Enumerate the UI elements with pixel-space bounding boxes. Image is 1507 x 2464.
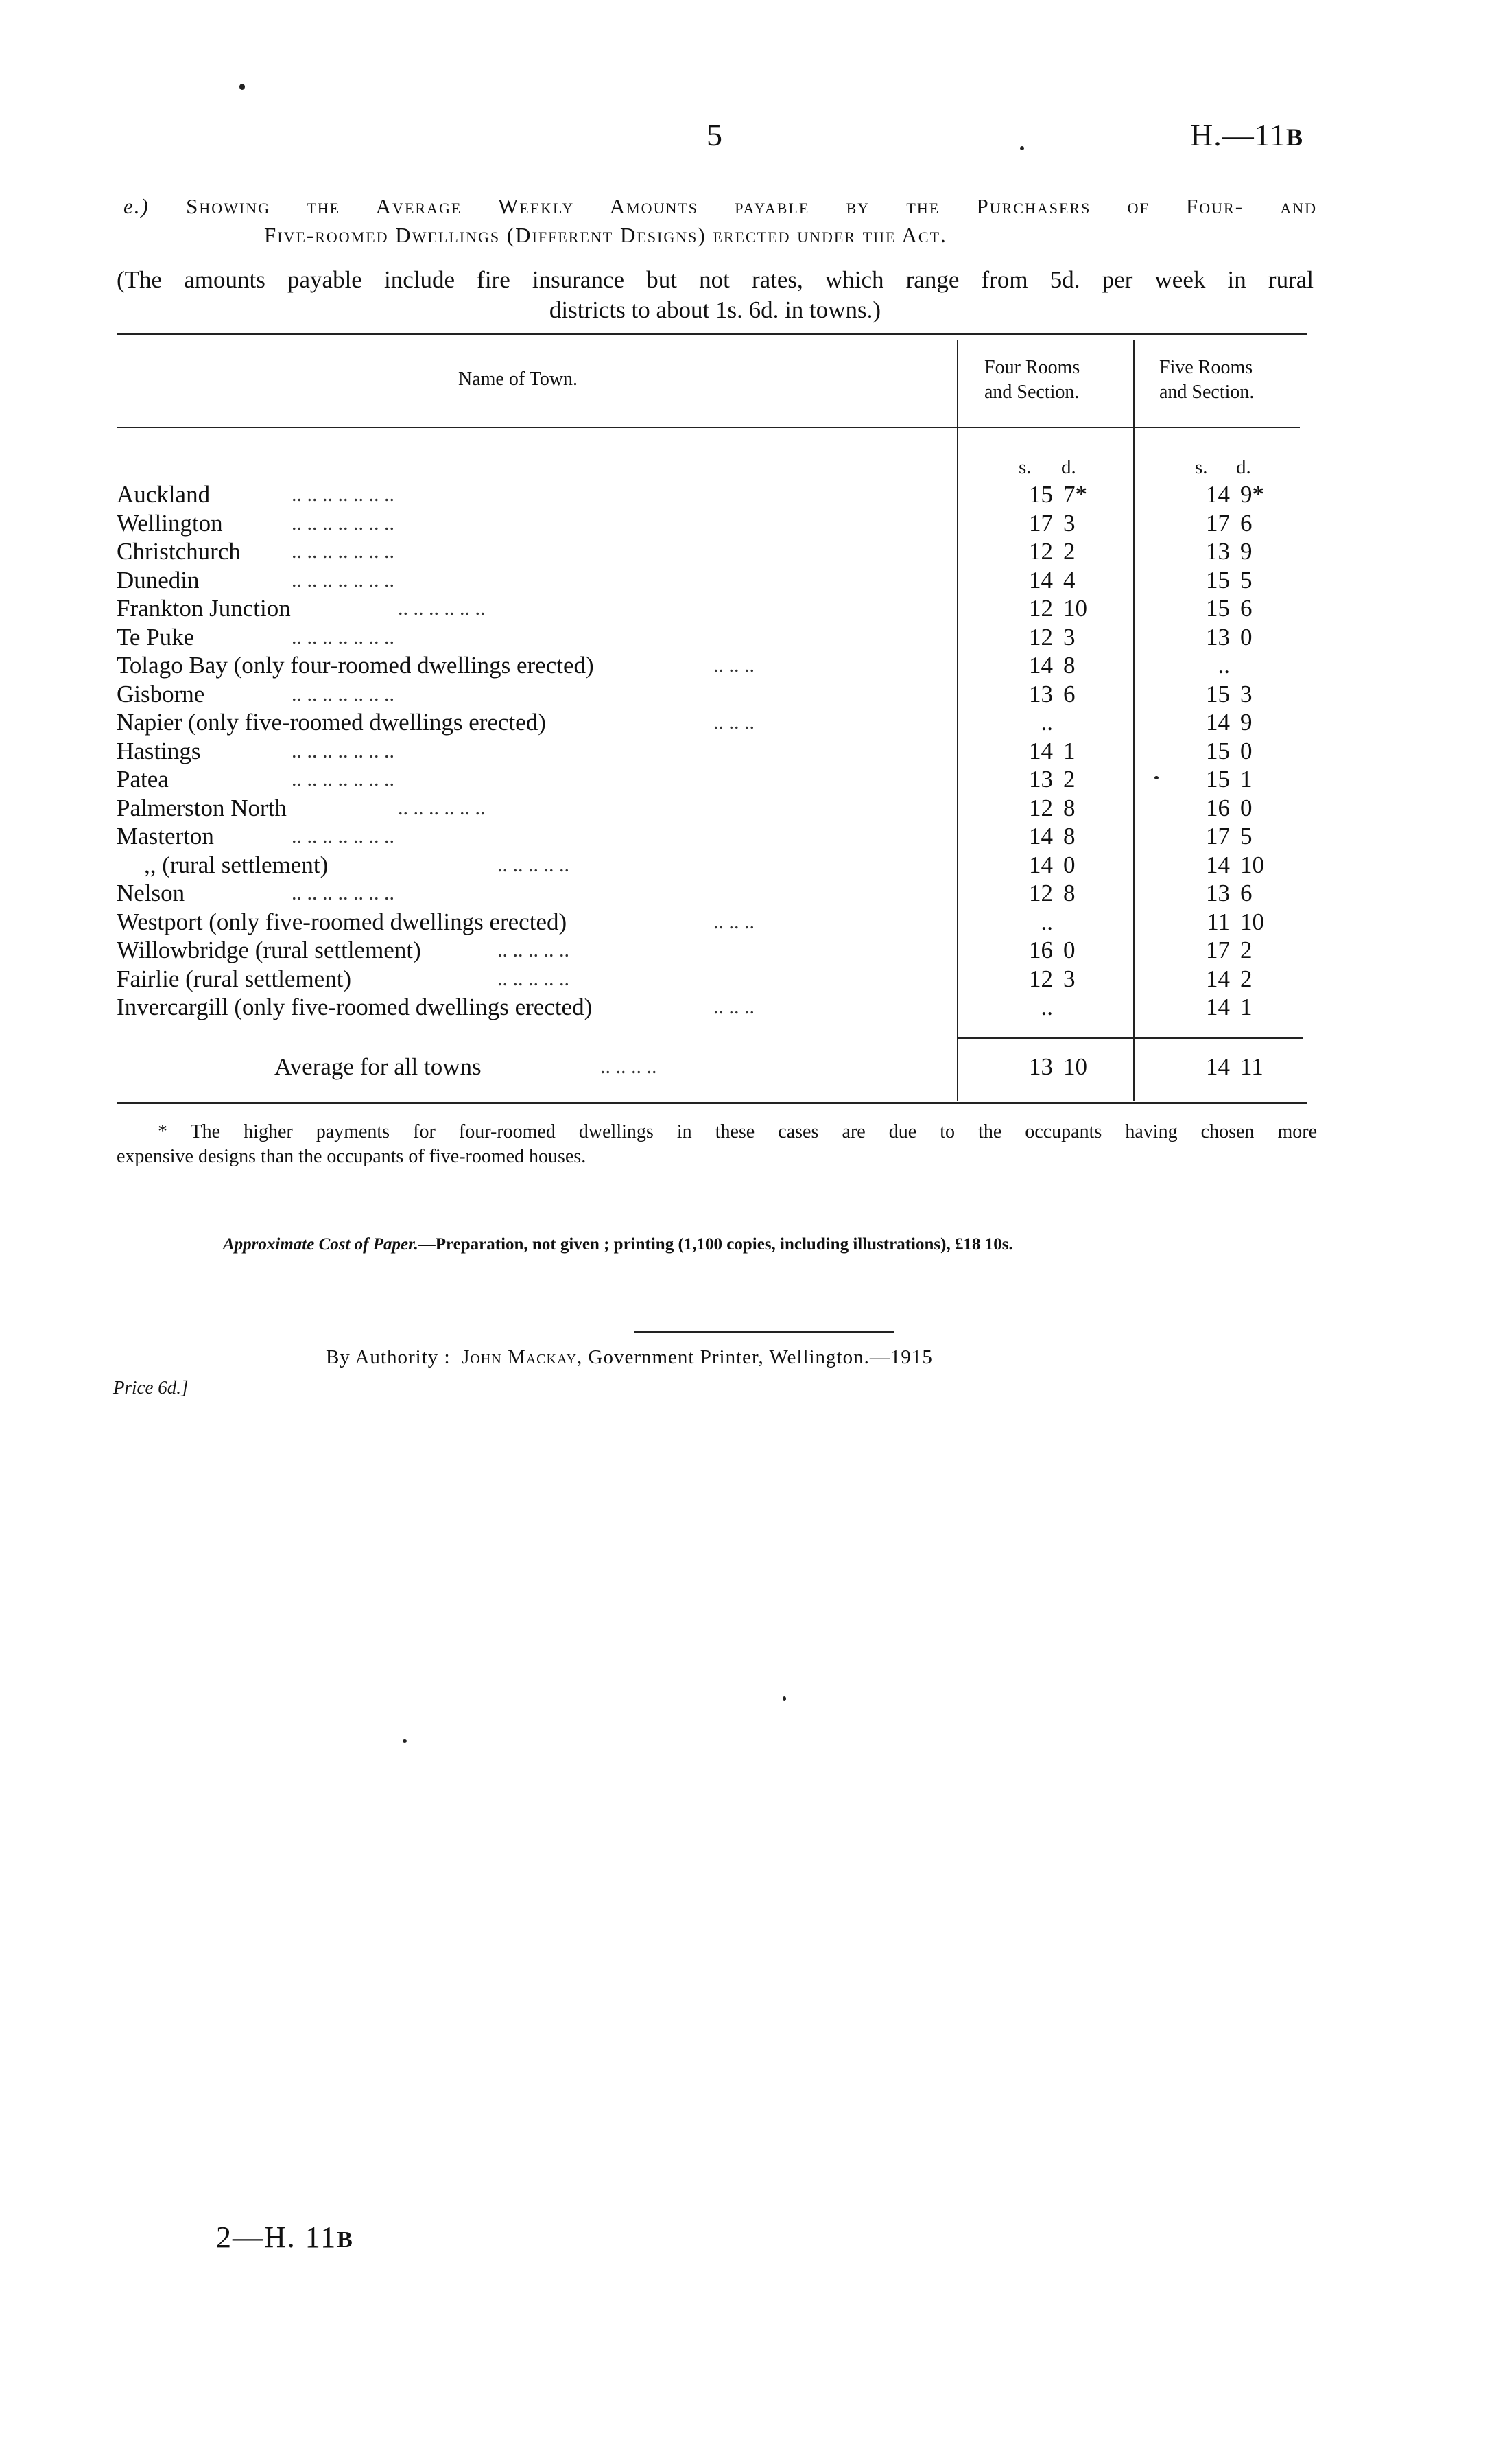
- four-shillings: 12: [1029, 965, 1053, 992]
- five-pence: 10: [1240, 851, 1264, 878]
- four-shillings: 15: [1029, 481, 1053, 508]
- footnote-line-2: expensive designs than the occupants of five-roomed houses.: [117, 1146, 586, 1167]
- four-pence: 0: [1063, 851, 1076, 878]
- header-four-line-1: Four Rooms: [984, 357, 1080, 378]
- town-name: Fairlie (rural settlement): [117, 965, 352, 992]
- leader-dots: .. .. .. ..: [600, 1055, 657, 1078]
- four-pence: 8: [1063, 880, 1076, 906]
- town-name: Napier (only five-roomed dwellings erected): [117, 709, 546, 736]
- five-pence: 1: [1240, 994, 1253, 1020]
- town-name: Te Puke: [117, 623, 195, 650]
- four-shillings: 14: [1029, 652, 1053, 679]
- leader-dots: .. .. ..: [713, 711, 755, 734]
- scan-speck: [239, 84, 245, 90]
- town-name: Frankton Junction: [117, 595, 291, 622]
- four-pence: 3: [1063, 509, 1076, 537]
- four-shillings: 12: [1029, 595, 1053, 622]
- five-pence: 6: [1240, 509, 1253, 537]
- leader-dots: .. .. .. .. .. .. ..: [292, 882, 394, 904]
- five-shillings: 14: [1206, 481, 1230, 508]
- table-row: [117, 993, 1317, 1022]
- price: Price 6d.]: [113, 1377, 189, 1398]
- unit-pence-four: d.: [1061, 456, 1076, 478]
- leader-dots: .. .. .. .. .. ..: [398, 597, 486, 620]
- four-shillings: 12: [1029, 794, 1053, 821]
- town-name: Palmerston North: [117, 794, 287, 821]
- four-pence: 3: [1063, 623, 1076, 650]
- imprint-rule: [634, 1331, 894, 1333]
- leader-dots: .. .. .. .. .. .. ..: [292, 511, 394, 535]
- leader-dots: .. .. ..: [713, 910, 755, 933]
- table-top-rule: [117, 333, 1307, 335]
- five-pence: 5: [1240, 566, 1253, 594]
- table-row: [117, 879, 1317, 908]
- leader-dots: .. .. .. .. ..: [497, 939, 569, 961]
- four-shillings: 13: [1029, 680, 1053, 707]
- page-number: 5: [707, 117, 722, 152]
- table-row: [117, 651, 1317, 680]
- four-shillings: 17: [1029, 509, 1053, 537]
- five-shillings: 15: [1206, 595, 1230, 622]
- five-shillings: ..: [1218, 652, 1230, 679]
- imprint-rest: Government Printer, Wellington.—1915: [588, 1346, 933, 1368]
- sheet-suffix: B: [337, 2227, 354, 2253]
- five-pence: 2: [1240, 937, 1253, 963]
- five-shillings: 15: [1206, 737, 1230, 764]
- average-row: [117, 1053, 1317, 1081]
- town-name: Invercargill (only five-roomed dwellings erected): [117, 994, 593, 1020]
- table-row: [117, 537, 1317, 566]
- average-rule: [957, 1037, 1303, 1039]
- four-shillings: 12: [1029, 538, 1053, 565]
- five-shillings: 17: [1206, 937, 1230, 963]
- town-name: Gisborne: [117, 680, 205, 707]
- town-name: Patea: [117, 766, 169, 793]
- five-pence: 9: [1240, 538, 1253, 565]
- note-line-1: (The amounts payable include fire insurance but not rates, which range from 5d. per week in rural: [117, 266, 1314, 293]
- four-pence: 8: [1063, 794, 1076, 821]
- header-town: Name of Town.: [458, 368, 578, 390]
- five-pence: 9: [1240, 709, 1253, 736]
- reference-suffix: B: [1286, 124, 1304, 151]
- five-shillings: 16: [1206, 794, 1230, 821]
- table-row: [117, 594, 1317, 623]
- leader-dots: .. .. .. .. .. .. ..: [292, 682, 394, 705]
- four-shillings: 14: [1029, 737, 1053, 764]
- table-row: [117, 708, 1317, 737]
- five-shillings: 14: [1206, 994, 1230, 1020]
- average-five-shillings: 14: [1206, 1053, 1230, 1080]
- table-caption: [123, 192, 1317, 250]
- five-pence: 0: [1240, 794, 1253, 821]
- four-shillings: 13: [1029, 766, 1053, 793]
- four-pence: 6: [1063, 680, 1076, 707]
- unit-shillings-four: s.: [1019, 456, 1032, 478]
- five-shillings: 15: [1206, 766, 1230, 793]
- average-four-pence: 10: [1063, 1053, 1087, 1080]
- table-row: [117, 936, 1317, 965]
- four-shillings: 14: [1029, 566, 1053, 594]
- five-pence: 3: [1240, 680, 1253, 707]
- cost-label: Approximate Cost of Paper.: [223, 1235, 418, 1254]
- imprint-by: By Authority :: [326, 1346, 451, 1368]
- caption-line-1: [123, 192, 1317, 221]
- four-pence: 2: [1063, 766, 1076, 793]
- four-pence: 7*: [1063, 481, 1087, 508]
- table-bottom-rule: [117, 1102, 1307, 1104]
- five-shillings: 13: [1206, 623, 1230, 650]
- scan-speck: [1154, 776, 1159, 779]
- leader-dots: .. .. .. .. .. .. ..: [292, 739, 394, 762]
- header-bottom-rule: [117, 427, 1300, 428]
- table-row: [117, 965, 1317, 994]
- five-pence: 5: [1240, 823, 1253, 849]
- five-shillings: 11: [1207, 908, 1230, 935]
- footnote-line-1: * The higher payments for four-roomed dwellings in these cases are due to the occupants having chosen more: [158, 1121, 1317, 1142]
- document-reference: [1190, 117, 1303, 153]
- four-shillings: 16: [1029, 937, 1053, 963]
- four-pence: 1: [1063, 737, 1076, 764]
- four-shillings: 14: [1029, 851, 1053, 878]
- table-note: [117, 265, 1314, 325]
- average-four-shillings: 13: [1029, 1053, 1053, 1080]
- leader-dots: .. .. .. .. ..: [497, 853, 569, 876]
- four-shillings: ..: [1041, 709, 1053, 736]
- town-name: Tolago Bay (only four-roomed dwellings erected): [117, 652, 594, 679]
- imprint-printer: John Mackay,: [462, 1346, 583, 1368]
- leader-dots: .. .. ..: [713, 654, 755, 677]
- four-shillings: ..: [1041, 994, 1053, 1020]
- scan-speck: [403, 1739, 407, 1743]
- leader-dots: .. .. .. .. .. .. ..: [292, 625, 394, 648]
- sheet-signature: [216, 2220, 354, 2255]
- four-shillings: 12: [1029, 623, 1053, 650]
- four-pence: 3: [1063, 965, 1076, 992]
- cost-text: —Preparation, not given ; printing (1,100 copies, including illustrations), £18 10s.: [418, 1235, 1013, 1254]
- table-body: [117, 480, 1317, 1022]
- leader-dots: .. .. .. .. .. .. ..: [292, 483, 394, 506]
- four-pence: 10: [1063, 595, 1087, 622]
- four-shillings: ..: [1041, 908, 1053, 935]
- scan-speck: [1020, 146, 1024, 150]
- table-row: [117, 566, 1317, 595]
- town-name: Auckland: [117, 481, 211, 508]
- five-pence: 0: [1240, 623, 1253, 650]
- caption-line-2: Five-roomed Dwellings (Different Designs) erected under the Act.: [264, 223, 947, 247]
- table-row: [117, 480, 1317, 509]
- four-pence: 8: [1063, 823, 1076, 849]
- footnote: [117, 1120, 1317, 1169]
- leader-dots: .. .. .. .. ..: [497, 967, 569, 990]
- town-name: Nelson: [117, 880, 185, 906]
- header-four-rooms: [984, 355, 1080, 405]
- sheet-text: 2—H. 11: [216, 2220, 337, 2254]
- table-row: [117, 794, 1317, 823]
- table-row: [117, 680, 1317, 709]
- table-row: [117, 737, 1317, 766]
- note-line-2: districts to about 1s. 6d. in towns.): [549, 296, 881, 323]
- average-five-pence: 11: [1240, 1053, 1263, 1080]
- five-shillings: 13: [1206, 538, 1230, 565]
- five-pence: 10: [1240, 908, 1264, 935]
- table-row: [117, 908, 1317, 937]
- five-shillings: 14: [1206, 965, 1230, 992]
- header-four-line-2: and Section.: [984, 382, 1080, 403]
- town-name: Westport (only five-roomed dwellings erected): [117, 908, 567, 935]
- header-five-rooms: [1159, 355, 1254, 405]
- average-label: Average for all towns: [274, 1053, 482, 1080]
- five-shillings: 13: [1206, 880, 1230, 906]
- caption-prefix: e.): [123, 194, 150, 218]
- five-shillings: 17: [1206, 509, 1230, 537]
- five-shillings: 17: [1206, 823, 1230, 849]
- five-pence: 1: [1240, 766, 1253, 793]
- leader-dots: .. .. .. .. .. .. ..: [292, 768, 394, 790]
- scan-speck: [783, 1696, 786, 1701]
- five-pence: 9*: [1240, 481, 1264, 508]
- printer-imprint: [326, 1346, 933, 1369]
- town-name: Dunedin: [117, 566, 200, 594]
- caption-text-1: Showing the Average Weekly Amounts payable by the Purchasers of Four- and: [186, 194, 1317, 218]
- header-five-line-1: Five Rooms: [1159, 357, 1253, 378]
- table-row: [117, 822, 1317, 851]
- table-row: [117, 623, 1317, 652]
- five-pence: 0: [1240, 737, 1253, 764]
- town-name: ,, (rural settlement): [144, 851, 329, 878]
- unit-shillings-five: s.: [1195, 456, 1208, 478]
- table-row: [117, 765, 1317, 794]
- town-name: Wellington: [117, 509, 223, 537]
- five-pence: 2: [1240, 965, 1253, 992]
- unit-pence-five: d.: [1236, 456, 1251, 478]
- leader-dots: .. .. .. .. .. .. ..: [292, 568, 394, 591]
- four-pence: 0: [1063, 937, 1076, 963]
- five-shillings: 14: [1206, 709, 1230, 736]
- header-five-line-2: and Section.: [1159, 382, 1255, 403]
- five-shillings: 15: [1206, 566, 1230, 594]
- table-row: [117, 851, 1317, 880]
- four-pence: 4: [1063, 566, 1076, 594]
- four-pence: 2: [1063, 538, 1076, 565]
- four-shillings: 12: [1029, 880, 1053, 906]
- reference-main: H.—11: [1190, 117, 1287, 152]
- town-name: Masterton: [117, 823, 214, 849]
- five-pence: 6: [1240, 595, 1253, 622]
- table-row: [117, 509, 1317, 538]
- leader-dots: .. .. .. .. .. .. ..: [292, 825, 394, 847]
- town-name: Willowbridge (rural settlement): [117, 937, 421, 963]
- leader-dots: .. .. ..: [713, 996, 755, 1018]
- town-name: Hastings: [117, 737, 201, 764]
- five-pence: 6: [1240, 880, 1253, 906]
- five-shillings: 15: [1206, 680, 1230, 707]
- leader-dots: .. .. .. .. .. ..: [398, 796, 486, 819]
- four-pence: 8: [1063, 652, 1076, 679]
- leader-dots: .. .. .. .. .. .. ..: [292, 540, 394, 563]
- four-shillings: 14: [1029, 823, 1053, 849]
- five-shillings: 14: [1206, 851, 1230, 878]
- town-name: Christchurch: [117, 538, 241, 565]
- cost-of-paper: [223, 1235, 1013, 1254]
